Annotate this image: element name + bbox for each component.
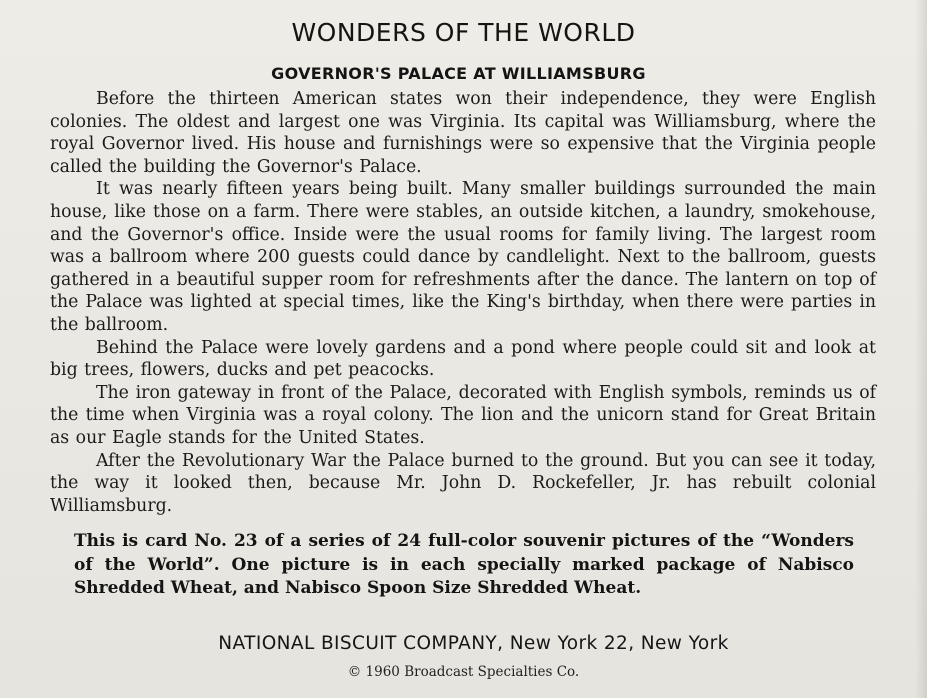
card-title: WONDERS OF THE WORLD [291, 18, 636, 47]
body-paragraph: The iron gateway in front of the Palace, decorated with English symbols, reminds us of the time when Virginia was a royal colony. The lion and the unicorn stand for Great Britain as our Eagle stands for the United States. [50, 382, 876, 448]
copyright-line: © 1960 Broadcast Specialties Co. [347, 664, 580, 680]
body-paragraph: Before the thirteen American states won their independence, they were English colonies. The oldest and largest one was Virginia. Its capital was Williamsburg, where the royal Governor lived. His house and furnishings were so expensive that the Virginia people called the building the Governor's Palace. [50, 89, 876, 177]
series-note: This is card No. 23 of a series of 24 full-color souvenir pictures of the “Wonders of the World”. One picture is in each specially marked package of Nabisco Shredded Wheat, and Nabisco Spoon Size Shredded Wheat. [74, 531, 854, 598]
body-paragraph: It was nearly fifteen years being built. Many smaller buildings surrounded the main house, like those on a farm. There were stables, an outside kitchen, a laundry, smokehouse, and the Governor's office. Inside were the usual rooms for family living. The largest room was a ballroom where 200 guests could dance by candlelight. Next to the ballroom, guests gathered in a beautiful supper room for refreshments after the dance. The lantern on top of the Palace was lighted at special times, like the King's birthday, when there were parties in the ballroom. [50, 179, 876, 335]
body-paragraph: Behind the Palace were lovely gardens and a pond where people could sit and look at big trees, flowers, ducks and pet peacocks. [50, 337, 876, 381]
card-body [50, 88, 876, 517]
company-line: NATIONAL BISCUIT COMPANY, New York 22, New York [218, 633, 729, 654]
card-edge-shadow [915, 0, 927, 698]
body-paragraph: After the Revolutionary War the Palace burned to the ground. But you can see it today, the way it looked then, because Mr. John D. Rockefeller, Jr. has rebuilt colonial Williamsburg. [50, 450, 876, 516]
card-subtitle: GOVERNOR'S PALACE AT WILLIAMSBURG [271, 64, 646, 83]
